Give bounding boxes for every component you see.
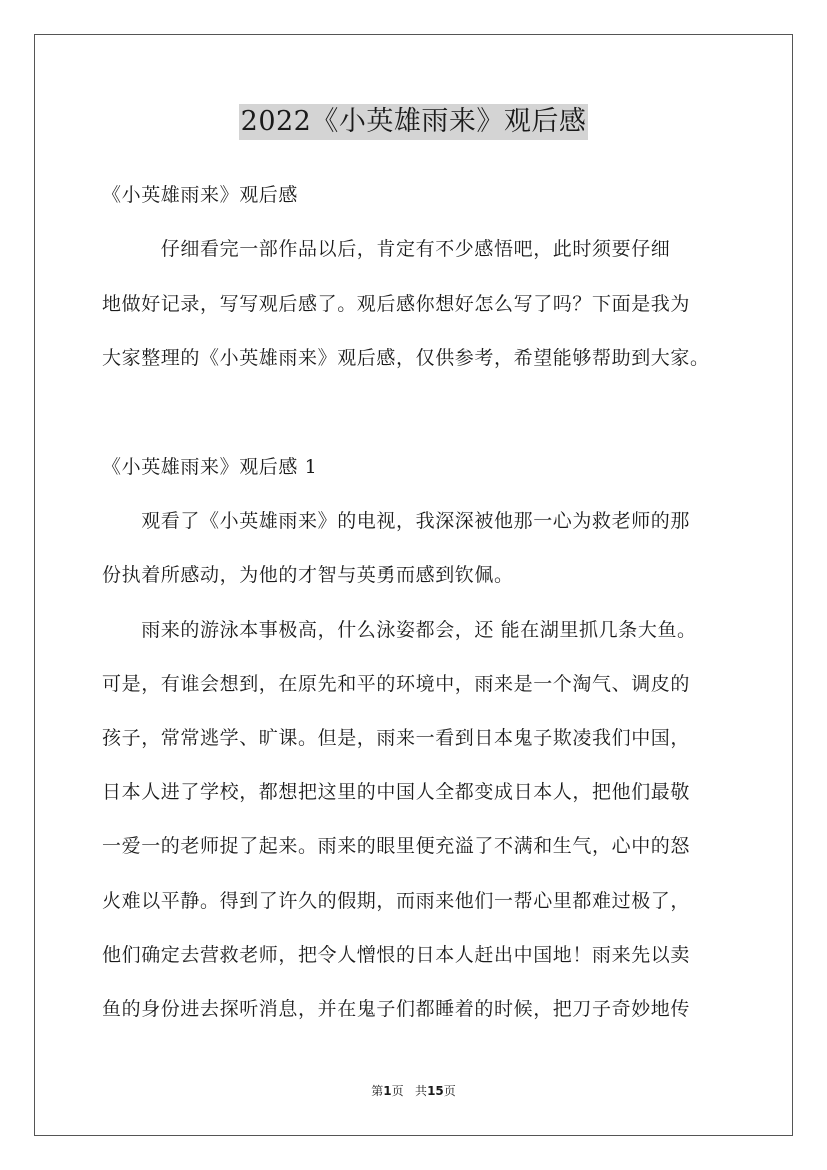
page-suffix: 页	[391, 1084, 404, 1098]
body-line: 鱼的身份进去探听消息，并在鬼子们都睡着的时候，把刀子奇妙地传	[102, 998, 691, 1020]
total-prefix: 共	[415, 1084, 428, 1098]
body-line: 可是，有谁会想到，在原先和平的环境中，雨来是一个淘气、调皮的	[102, 673, 691, 695]
intro-line: 仔细看完一部作品以后，肯定有不少感悟吧，此时须要仔细	[102, 238, 671, 260]
intro-line: 地做好记录，写写观后感了。观后感你想好怎么写了吗？下面是我为	[102, 293, 691, 315]
title-container	[0, 104, 827, 140]
subtitle: 《小英雄雨来》观后感	[102, 184, 299, 206]
intro-line: 大家整理的《小英雄雨来》观后感，仅供参考，希望能够帮助到大家。	[102, 347, 710, 369]
body-line: 火难以平静。得到了许久的假期，而雨来他们一帮心里都难过极了，	[102, 890, 691, 912]
total-pages: 15	[427, 1084, 444, 1098]
page-prefix: 第	[371, 1084, 384, 1098]
document-title: 2022《小英雄雨来》观后感	[239, 104, 589, 140]
body-line: 雨来的游泳本事极高，什么泳姿都会，还 能在湖里抓几条大鱼。	[102, 619, 697, 641]
body-line: 观看了《小英雄雨来》的电视，我深深被他那一心为救老师的那	[102, 510, 691, 532]
body-line: 孩子，常常逃学、旷课。但是，雨来一看到日本鬼子欺凌我们中国，	[102, 727, 691, 749]
page-number: 1	[383, 1084, 392, 1098]
body-line: 一爱一的老师捉了起来。雨来的眼里便充溢了不满和生气，心中的怒	[102, 835, 691, 857]
body-line: 份执着所感动，为他的才智与英勇而感到钦佩。	[102, 564, 514, 586]
section-heading: 《小英雄雨来》观后感 1	[102, 456, 318, 478]
body-line: 他们确定去营救老师，把令人憎恨的日本人赶出中国地！雨来先以卖	[102, 944, 691, 966]
body-line: 日本人进了学校，都想把这里的中国人全都变成日本人，把他们最敬	[102, 781, 691, 803]
page-footer	[0, 1083, 827, 1099]
total-suffix: 页	[443, 1084, 456, 1098]
